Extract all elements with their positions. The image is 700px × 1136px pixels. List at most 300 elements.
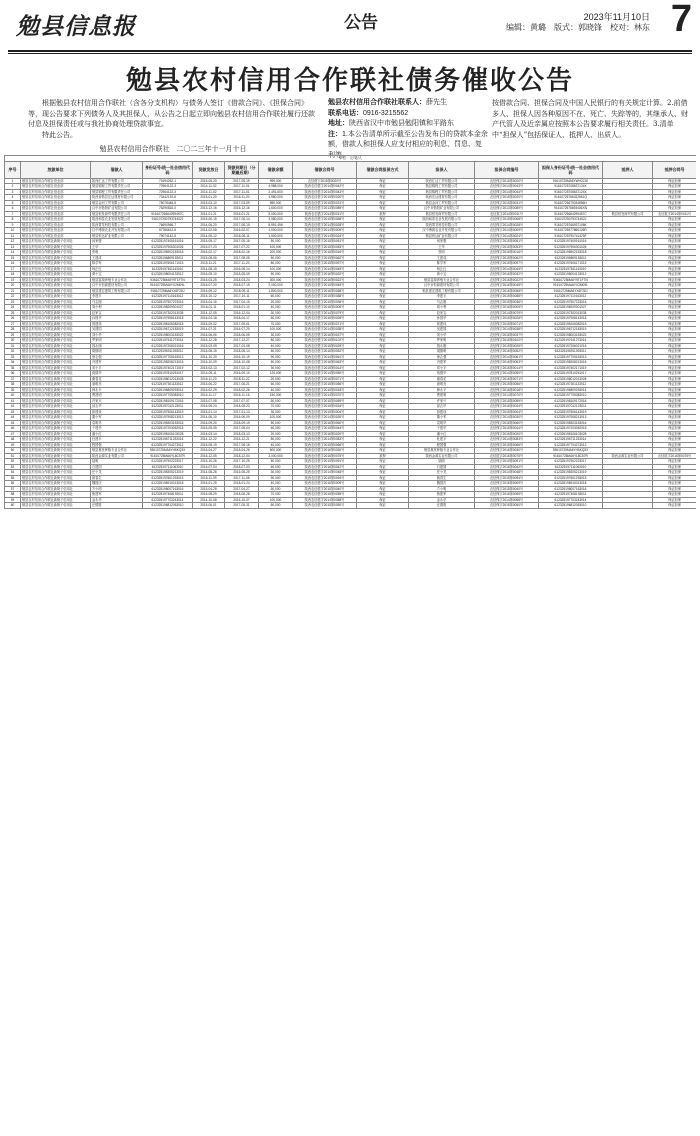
table-cell: 37 bbox=[5, 376, 21, 382]
table-cell: 陕西宏达建材有限公司 bbox=[409, 195, 475, 201]
table-cell: 勉县农村信用合作联社新街子信用社 bbox=[21, 261, 91, 267]
table-cell: 612325198012013028 bbox=[143, 376, 193, 382]
table-cell: 2016-01-25 bbox=[193, 481, 225, 487]
table-cell: 陕西农信借字2014第0024号 bbox=[293, 233, 357, 239]
table-cell: 保证担保 bbox=[653, 365, 697, 371]
table-cell: 保证担保 bbox=[653, 310, 697, 316]
table-cell: 2017-10-11 bbox=[225, 294, 259, 300]
table-cell: 农信保字2014第0030号 bbox=[475, 415, 539, 421]
table-cell: 2015-11-21 bbox=[193, 261, 225, 267]
table-cell: 2017-03-08 bbox=[225, 343, 259, 349]
table-cell: 郭建伟 bbox=[409, 321, 475, 327]
table-cell: 保证 bbox=[357, 420, 409, 426]
table-cell: 612325197811143010 bbox=[539, 266, 603, 272]
table-cell: 陕西农信借字2015第0066号 bbox=[293, 442, 357, 448]
table-cell: 农信保字2015第0040号 bbox=[475, 486, 539, 492]
table-cell: 勉县农村信用合作联社新街子信用社 bbox=[21, 387, 91, 393]
table-cell: 保证担保 bbox=[653, 437, 697, 443]
table-cell: 保证 bbox=[357, 189, 409, 195]
table-cell: 农信保字2014第0045号 bbox=[475, 266, 539, 272]
table-cell: 农信保字2016第0005号 bbox=[475, 305, 539, 311]
table-cell: 保证担保 bbox=[653, 492, 697, 498]
table-cell: 陕西农信借字2016第0037号 bbox=[293, 332, 357, 338]
table-cell: 91610725MA6YL8C57R bbox=[143, 453, 193, 459]
table-cell: 10 bbox=[5, 228, 21, 234]
table-cell: 陕西农信借字2015第0059号 bbox=[293, 398, 357, 404]
table-cell: 保证担保 bbox=[653, 244, 697, 250]
table-cell: 保证 bbox=[357, 332, 409, 338]
table-cell: 2014-11-02 bbox=[193, 189, 225, 195]
table-cell: 4,988,000 bbox=[259, 184, 293, 190]
table-cell: 保证 bbox=[357, 283, 409, 289]
table-cell: 2015-07-23 bbox=[193, 244, 225, 250]
table-cell: 农信保字2015第0068号 bbox=[475, 217, 539, 223]
table-cell: 2018-06-05 bbox=[225, 332, 259, 338]
table-cell: 100,000 bbox=[259, 244, 293, 250]
table-cell: 邓小平 bbox=[409, 365, 475, 371]
table-cell: 612325197601293015 bbox=[143, 475, 193, 481]
table-cell: 陕西农信借字2015第0004号 bbox=[293, 409, 357, 415]
table-cell: 91610725670034856H bbox=[539, 200, 603, 206]
table-cell: 保证 bbox=[357, 486, 409, 492]
table-cell: 612325197206021016 bbox=[539, 343, 603, 349]
table-cell: 120,000 bbox=[259, 371, 293, 377]
table-cell: 612325197705083010 bbox=[539, 393, 603, 399]
table-cell: 勉县农村信用合作联社新街子信用社 bbox=[21, 321, 91, 327]
table-cell: 胡德明 bbox=[91, 349, 143, 355]
table-cell: 农信保字2014第0050号 bbox=[475, 371, 539, 377]
table-cell: 农信保字2016第0058号 bbox=[475, 288, 539, 294]
table-cell: 2015-08-19 bbox=[193, 442, 225, 448]
table-cell: 2015-04-16 bbox=[193, 299, 225, 305]
notes-text: 按借款合同、担保合同及中国人民银行的有关规定计算。2.前借多人、担保人因各种原因不在、死亡、失踪等的，其继承人、财产代管人及近亲属应按照本公告要求履行相关责任。3.清单中“担保人”包括保证人、抵押人、出质人。 bbox=[492, 99, 688, 139]
table-cell: 13 bbox=[5, 244, 21, 250]
table-cell: 2016-06-09 bbox=[225, 415, 259, 421]
table-cell: 保证担保 bbox=[653, 305, 697, 311]
table-cell: 保证 bbox=[357, 239, 409, 245]
table-cell: 保证担保 bbox=[653, 360, 697, 366]
table-cell: 农信保字2015第0020号 bbox=[475, 195, 539, 201]
table-cell: 保证 bbox=[357, 365, 409, 371]
table-cell: 612325198007163016 bbox=[539, 486, 603, 492]
table-cell: 保证担保 bbox=[653, 189, 697, 195]
table-cell: 勉县农村信用合作联社新街子信用社 bbox=[21, 376, 91, 382]
table-cell: 陕西农信借字2016第0055号 bbox=[293, 492, 357, 498]
table-cell: 农信保字2016第0063号 bbox=[475, 360, 539, 366]
table-cell: 勉县农村信用合作联社营业部 bbox=[21, 200, 91, 206]
table-header-cell: 贷款发放日 bbox=[193, 161, 225, 178]
table-cell: 钱永刚 bbox=[409, 343, 475, 349]
table-cell: 汪德胜 bbox=[409, 503, 475, 509]
table-cell: 保证 bbox=[357, 250, 409, 256]
table-cell: 石建国 bbox=[409, 464, 475, 470]
table-cell: 保证 bbox=[357, 261, 409, 267]
table-cell: 2017-06-19 bbox=[225, 222, 259, 228]
table-cell: 陕西农信借字2014第0079号 bbox=[293, 310, 357, 316]
table-cell: 农信保字2016第0042号 bbox=[475, 464, 539, 470]
table-cell: 2016-01-11 bbox=[193, 305, 225, 311]
table-cell: 50,000 bbox=[259, 459, 293, 465]
table-cell: 2015-04-28 bbox=[193, 486, 225, 492]
table-cell: 2014-06-20 bbox=[193, 222, 225, 228]
masthead-rule bbox=[8, 50, 692, 52]
table-header-cell: 担保人 bbox=[409, 161, 475, 178]
table-cell: 612325197402171019 bbox=[143, 365, 193, 371]
table-cell: 2018-07-03 bbox=[225, 464, 259, 470]
table-cell: 91610725079374402J bbox=[143, 217, 193, 223]
table-cell: 58 bbox=[5, 492, 21, 498]
table-cell: 保证 bbox=[357, 371, 409, 377]
table-cell: 50,000 bbox=[259, 420, 293, 426]
table-cell: 612325198007163016 bbox=[143, 486, 193, 492]
table-cell: 40,000 bbox=[259, 305, 293, 311]
table-cell: 2018-04-26 bbox=[225, 448, 259, 454]
table-cell: 612325197301133012 bbox=[143, 382, 193, 388]
table-cell: 2017-08-18 bbox=[225, 442, 259, 448]
table-cell: 2016-12-05 bbox=[193, 453, 225, 459]
table-cell: 612325196812053010 bbox=[539, 503, 603, 509]
table-cell: 612325198305213019 bbox=[143, 470, 193, 476]
table-cell: 24 bbox=[5, 305, 21, 311]
table-cell: 91610725079374402J bbox=[539, 217, 603, 223]
table-cell: 陕西农信借字2014第0070号 bbox=[293, 393, 357, 399]
table-cell: 刘小华 bbox=[409, 332, 475, 338]
table-cell: 2015-06-15 bbox=[193, 217, 225, 223]
table-cell: 陕西农信借字2016第0058号 bbox=[293, 288, 357, 294]
table-cell: 陆明 bbox=[91, 459, 143, 465]
table-cell: 陕西农信借字2016第0028号 bbox=[293, 316, 357, 322]
contact-phone-label: 联系电话： bbox=[328, 109, 363, 117]
table-cell: 保证担保 bbox=[653, 415, 697, 421]
table-cell: 陕西农信借字2015第0044号 bbox=[293, 426, 357, 432]
table-cell: 勉县农村信用合作联社新街子信用社 bbox=[21, 277, 91, 283]
table-cell: 保证担保 bbox=[653, 255, 697, 261]
table-cell: 陕西和泰农业发展有限公司 bbox=[409, 217, 475, 223]
table-cell: 勉县农村信用合作联社新街子信用社 bbox=[21, 288, 91, 294]
table-cell: 91610725MA6YX6F28J bbox=[539, 288, 603, 294]
table-cell: 勉县农村信用合作联社新街子信用社 bbox=[21, 294, 91, 300]
table-cell: 33 bbox=[5, 354, 21, 360]
table-cell: 保证担保 bbox=[653, 426, 697, 432]
table-cell: 陕西农信借字2015第0088号 bbox=[293, 294, 357, 300]
table-cell: 陕西金源实业有限公司 bbox=[603, 453, 653, 459]
table-cell: 勉县农村信用合作联社新街子信用社 bbox=[21, 365, 91, 371]
table-cell: 农信保字2014第0044号 bbox=[475, 189, 539, 195]
table-cell: 91610725766322561Q bbox=[539, 195, 603, 201]
table-cell: 保证 bbox=[357, 178, 409, 184]
table-cell: 612325197704273012 bbox=[143, 442, 193, 448]
table-cell: 陕西农信借字2015第0097号 bbox=[293, 261, 357, 267]
debt-table-wrapper bbox=[4, 155, 696, 1130]
table-header-row bbox=[5, 161, 697, 178]
table-cell: 612325197302013035 bbox=[539, 310, 603, 316]
table-cell: 612325197704273012 bbox=[539, 442, 603, 448]
table-cell: 陕西农信借字2016第0030号 bbox=[293, 448, 357, 454]
table-cell: 2014-05-12 bbox=[193, 233, 225, 239]
intro-body: 根据勉县农村信用合作联社（含各分支机构）与债务人签订《借款合同》、《担保合同》等，现公告要求下列债务人及其担保人，从公告之日起立即向勉县农村信用合作联社履行还款付息及担保责任或与我社协商处理贷款事宜。 bbox=[28, 99, 315, 128]
table-cell: 2015-06-01 bbox=[193, 503, 225, 509]
table-cell: 612325197705163013 bbox=[143, 354, 193, 360]
table-cell: 612325197811143010 bbox=[143, 266, 193, 272]
table-cell: 612325197506143019 bbox=[539, 409, 603, 415]
table-cell: 保证担保 bbox=[653, 261, 697, 267]
table-cell: 保证担保 bbox=[653, 409, 697, 415]
table-cell: 保证担保 bbox=[653, 343, 697, 349]
table-cell: 保证 bbox=[357, 464, 409, 470]
table-cell: 30,000 bbox=[259, 409, 293, 415]
table-cell: 2016-11-20 bbox=[225, 195, 259, 201]
table-cell: 612325196902153018 bbox=[143, 250, 193, 256]
table-cell: 2017-07-22 bbox=[225, 244, 259, 250]
table-cell: 罗家明 bbox=[91, 338, 143, 344]
table-cell: 程国强 bbox=[91, 442, 143, 448]
table-cell: 农信保字2015第0062号 bbox=[475, 255, 539, 261]
table-cell: 勉县农村信用合作联社新街子信用社 bbox=[21, 327, 91, 333]
table-cell: 2017-12-27 bbox=[225, 338, 259, 344]
table-cell: 2016-07-20 bbox=[193, 283, 225, 289]
table-cell: 7 bbox=[5, 211, 21, 217]
table-cell: 勉县农村信用合作联社营业部 bbox=[21, 178, 91, 184]
table-cell: 2016-07-04 bbox=[193, 464, 225, 470]
table-cell: 612325196809153011 bbox=[143, 255, 193, 261]
table-cell: 勉县建宏建筑工程有限公司 bbox=[409, 288, 475, 294]
table-cell: 保证 bbox=[357, 200, 409, 206]
table-cell: 农信保字2015第0088号 bbox=[475, 294, 539, 300]
table-cell: 612325197110163012 bbox=[539, 294, 603, 300]
table-cell: 陕西农信借字2015第0051号 bbox=[293, 239, 357, 245]
table-cell: 2016-04-27 bbox=[193, 448, 225, 454]
table-cell: 46 bbox=[5, 426, 21, 432]
table-cell: 2017-05-04 bbox=[225, 426, 259, 432]
table-cell: 612325198208213016 bbox=[539, 360, 603, 366]
table-cell: 612325198003153022 bbox=[539, 332, 603, 338]
table-cell: 612325196809153011 bbox=[539, 255, 603, 261]
table-cell: 陕西农信借字2014第0050号 bbox=[293, 371, 357, 377]
table-cell: 保证担保 bbox=[653, 475, 697, 481]
table-cell: 保证担保 bbox=[653, 431, 697, 437]
table-cell: 周小利 bbox=[91, 305, 143, 311]
table-cell: 16 bbox=[5, 261, 21, 267]
table-cell: 27 bbox=[5, 321, 21, 327]
table-cell: 保证担保 bbox=[653, 459, 697, 465]
table-cell: 董小军 bbox=[91, 415, 143, 421]
table-cell: 60 bbox=[5, 503, 21, 509]
table-cell: 农信保字2015第0050号 bbox=[475, 503, 539, 509]
table-cell: 100,000 bbox=[259, 266, 293, 272]
table-cell: 勉县农村信用合作联社新街子信用社 bbox=[21, 442, 91, 448]
table-cell: 612325198003153022 bbox=[143, 332, 193, 338]
table-cell: 保证 bbox=[357, 244, 409, 250]
table-cell: 汉中市勉阳矿业有限公司 bbox=[409, 206, 475, 212]
table-cell: 农信保字2016第0009号 bbox=[475, 481, 539, 487]
table-cell: 612325196711233014 bbox=[143, 437, 193, 443]
table-cell: 保证 bbox=[357, 294, 409, 300]
table-cell: 31 bbox=[5, 343, 21, 349]
table-cell: 袁明华 bbox=[409, 420, 475, 426]
table-cell: 潘小红 bbox=[409, 431, 475, 437]
table-cell: 农信保字2014第0038号 bbox=[475, 327, 539, 333]
table-cell: 2016-08-15 bbox=[193, 349, 225, 355]
table-header-cell: 身份证号/统一社会信用代码 bbox=[143, 161, 193, 178]
table-cell: 2018-03-13 bbox=[225, 431, 259, 437]
table-cell: 保证 bbox=[357, 288, 409, 294]
table-cell: 农信保字2015第0025号 bbox=[475, 343, 539, 349]
table-cell: 陕西农信借字2016第0045号 bbox=[293, 283, 357, 289]
table-cell: 陕西农信借字2016第0052号 bbox=[293, 349, 357, 355]
table-unit-note: 单位：元/笔/人 bbox=[5, 156, 697, 162]
table-cell: 9 bbox=[5, 222, 21, 228]
table-cell: 陕西农信借字2015第0062号 bbox=[293, 255, 357, 261]
table-cell: 农信保字2016第0022号 bbox=[475, 277, 539, 283]
table-cell: 1,600,000 bbox=[259, 206, 293, 212]
table-cell: 勉县锦程工贸有限公司 bbox=[409, 184, 475, 190]
table-cell: 邱志华 bbox=[91, 404, 143, 410]
table-cell: 29 bbox=[5, 332, 21, 338]
table-cell: 汉中市勉阳矿业有限公司 bbox=[91, 206, 143, 212]
table-cell: 612325197110163012 bbox=[143, 294, 193, 300]
table-cell: 农信抵字2016第0075号 bbox=[475, 453, 539, 459]
table-cell: 勉县农村信用合作联社新街子信用社 bbox=[21, 283, 91, 289]
table-header-cell: 借款合同号 bbox=[293, 161, 357, 178]
table-cell: 2018-01-10 bbox=[225, 305, 259, 311]
table-cell: 612325197703243014 bbox=[143, 497, 193, 503]
table-cell: 保证 bbox=[357, 255, 409, 261]
table-cell: 71694262-1 bbox=[143, 178, 193, 184]
table-cell: 陈学军 bbox=[409, 261, 475, 267]
table-cell: 2016-08-14 bbox=[225, 266, 259, 272]
table-cell: 91610725MA6YL8C57R bbox=[539, 453, 603, 459]
contact-note: 1.本公告清单所示截至公告发布日的贷款本金余额，借款人和担保人应支付相应的利息、罚息、复利等。 bbox=[328, 130, 488, 159]
table-cell: 2015-10-12 bbox=[193, 294, 225, 300]
table-cell: 保证 bbox=[357, 426, 409, 432]
table-cell: 50,000 bbox=[259, 486, 293, 492]
table-cell: 49 bbox=[5, 442, 21, 448]
table-cell: 1 bbox=[5, 178, 21, 184]
table-cell: 612325196911093011 bbox=[143, 349, 193, 355]
table-cell: 农信保字2016第0032号 bbox=[475, 272, 539, 278]
section-label: 公告 bbox=[344, 13, 378, 33]
table-cell: 保证担保 bbox=[653, 178, 697, 184]
table-cell: 陕西农信借字2016第0042号 bbox=[293, 464, 357, 470]
table-cell: 农信保字2014第0009号 bbox=[475, 228, 539, 234]
table-cell: 43 bbox=[5, 409, 21, 415]
table-cell: 杨正红 bbox=[91, 266, 143, 272]
table-cell: 陕西农信借字2013第0089号 bbox=[293, 206, 357, 212]
table-cell: 刘小华 bbox=[91, 332, 143, 338]
table-cell: 612325198106082015 bbox=[143, 321, 193, 327]
table-cell: 保证 bbox=[357, 404, 409, 410]
table-cell: 农信保字2014第0070号 bbox=[475, 393, 539, 399]
table-cell: 勉县锦程工贸有限责任公司 bbox=[91, 189, 143, 195]
table-cell: 保证担保 bbox=[653, 184, 697, 190]
table-cell: 勉县农村信用合作联社新街子信用社 bbox=[21, 272, 91, 278]
table-cell: 任小龙 bbox=[409, 470, 475, 476]
table-cell: 保证担保 bbox=[653, 382, 697, 388]
table-cell: 2 bbox=[5, 184, 21, 190]
table-cell: 保证担保 bbox=[653, 404, 697, 410]
debt-table bbox=[4, 155, 696, 509]
table-cell: 612325197111063010 bbox=[143, 464, 193, 470]
table-cell: 农信保字2013第0089号 bbox=[475, 206, 539, 212]
table-cell: 保证担保 bbox=[653, 283, 697, 289]
table-cell: 冯建军 bbox=[91, 360, 143, 366]
table-cell: 杜建平 bbox=[91, 437, 143, 443]
table-cell: 612325197703243014 bbox=[539, 497, 603, 503]
table-cell: 保证 bbox=[357, 272, 409, 278]
table-cell: 2018-08-28 bbox=[225, 492, 259, 498]
table-cell: 47 bbox=[5, 431, 21, 437]
table-cell: 38 bbox=[5, 382, 21, 388]
table-cell: 23 bbox=[5, 299, 21, 305]
table-cell: 汪德胜 bbox=[91, 503, 143, 509]
table-cell: 徐志强 bbox=[91, 354, 143, 360]
table-cell: 612325197810251017 bbox=[143, 371, 193, 377]
table-cell: 保证担保 bbox=[653, 354, 697, 360]
table-cell: 91610725577866126R bbox=[539, 228, 603, 234]
table-cell: 农信保字2015第0097号 bbox=[475, 261, 539, 267]
table-cell: 农信保字2016第0071号 bbox=[475, 376, 539, 382]
table-cell: 612325198106082015 bbox=[539, 321, 603, 327]
table-cell: 何家骏 bbox=[409, 239, 475, 245]
table-cell: 56 bbox=[5, 481, 21, 487]
table-cell: 勉县农村信用合作联社营业部 bbox=[21, 217, 91, 223]
table-cell: 保证担保 bbox=[653, 393, 697, 399]
table-cell: 2015-02-13 bbox=[193, 365, 225, 371]
table-cell: 612325198208213016 bbox=[143, 360, 193, 366]
table-cell: 91610725MA6YX2M09L bbox=[539, 283, 603, 289]
table-cell: 612325197206021016 bbox=[143, 343, 193, 349]
table-cell: 陕西金源实业有限公司 bbox=[409, 453, 475, 459]
table-cell: 陕西农信借字2016第0060号 bbox=[293, 420, 357, 426]
table-cell: 马志刚 bbox=[409, 299, 475, 305]
table-cell: 许家兴 bbox=[409, 398, 475, 404]
table-cell: 60,000 bbox=[259, 503, 293, 509]
table-cell: 17 bbox=[5, 266, 21, 272]
table-cell: 79074142-5 bbox=[143, 233, 193, 239]
table-cell: 2017-07-07 bbox=[225, 398, 259, 404]
table-cell: 612325197405161016 bbox=[539, 239, 603, 245]
table-cell: 612325197301133012 bbox=[539, 382, 603, 388]
table-cell: 2016-03-25 bbox=[193, 277, 225, 283]
table-cell: 勉县恒达矿业有限公司 bbox=[409, 233, 475, 239]
table-cell: 2017-11-20 bbox=[225, 261, 259, 267]
table-cell: 2015-06-22 bbox=[193, 382, 225, 388]
table-cell: 2018-08-14 bbox=[225, 349, 259, 355]
table-cell: 2016-06-06 bbox=[193, 332, 225, 338]
table-cell: 30,000 bbox=[259, 470, 293, 476]
table-cell: 30,000 bbox=[259, 365, 293, 371]
table-cell: 农信保字2016第0060号 bbox=[475, 420, 539, 426]
table-cell: 保证 bbox=[357, 459, 409, 465]
table-cell: 999,000 bbox=[259, 178, 293, 184]
table-cell: 2017-05-16 bbox=[225, 239, 259, 245]
table-cell: 612325196910013018 bbox=[539, 481, 603, 487]
table-cell: 保证担保 bbox=[653, 376, 697, 382]
table-cell: 保证 bbox=[357, 228, 409, 234]
table-cell: 93610725MA6YH5KQ3X bbox=[539, 448, 603, 454]
table-cell: 2015-01-20 bbox=[193, 195, 225, 201]
table-cell: 2014-07-21 bbox=[193, 327, 225, 333]
table-cell: 2016-01-21 bbox=[225, 211, 259, 217]
table-cell: 勉县农村信用合作联社新街子信用社 bbox=[21, 420, 91, 426]
table-header-cell: 担保合同编号 bbox=[475, 161, 539, 178]
table-cell: 612325196902153018 bbox=[539, 250, 603, 256]
table-cell: 勉县农村信用合作联社新街子信用社 bbox=[21, 409, 91, 415]
table-cell: 周小利 bbox=[409, 305, 475, 311]
table-cell: 陕西农信借字2014第0061号 bbox=[293, 354, 357, 360]
table-cell: 保证 bbox=[357, 206, 409, 212]
table-cell: 保证担保 bbox=[653, 195, 697, 201]
